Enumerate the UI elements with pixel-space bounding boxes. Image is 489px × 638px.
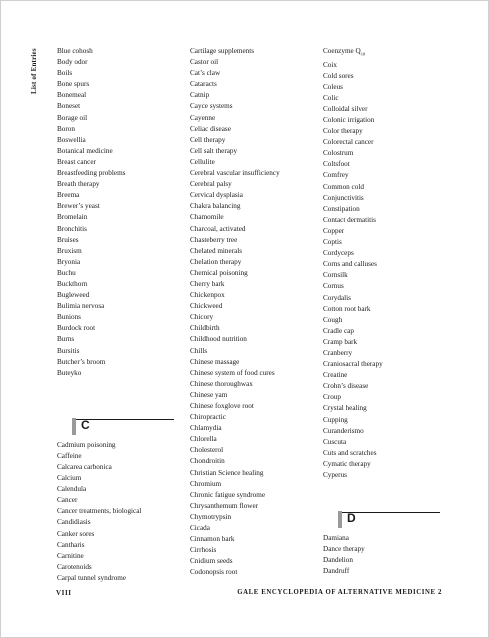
entry-item: Creatine <box>323 371 348 380</box>
entry-item: Cornus <box>323 282 344 291</box>
entry-item: Bronchitis <box>57 224 87 233</box>
entry-item: Chiropractic <box>190 413 226 422</box>
side-label: List of Entries <box>30 48 38 94</box>
entry-item: Christian Science healing <box>190 468 264 477</box>
entry-item: Cancer <box>57 496 78 505</box>
section-rule <box>76 419 174 420</box>
entry-item: Colostrum <box>323 149 354 158</box>
entry-item: Curanderismo <box>323 426 364 435</box>
column-1 <box>57 46 182 584</box>
entry-item: Chakra balancing <box>190 202 241 211</box>
entry-item: Coleus <box>323 82 343 91</box>
entry-item: Calcarea carbonica <box>57 463 112 471</box>
entry-item: Cartilage supplements <box>190 47 255 55</box>
entry-item: Color therapy <box>323 127 363 136</box>
entry-item: Cicada <box>190 524 210 533</box>
entry-item: Buckthorn <box>57 279 88 288</box>
entry-item: Charcoal, activated <box>190 224 246 233</box>
entry-item: Constipation <box>323 204 360 213</box>
entry-item: Blue cohosh <box>57 47 93 55</box>
entry-item: Cancer treatments, biological <box>57 507 142 516</box>
column-3 <box>323 46 448 577</box>
entry-item: Cnidium seeds <box>190 557 233 566</box>
entry-item: Borage oil <box>57 113 88 122</box>
entry-item: Cramp bark <box>323 337 358 346</box>
entry-item: Cholesterol <box>190 446 224 455</box>
entry-item: Carotenoids <box>57 562 92 571</box>
entry-item: Chrysanthemum flower <box>190 501 259 510</box>
entry-item: Bryonia <box>57 257 81 266</box>
book-title: GALE ENCYCLOPEDIA OF ALTERNATIVE MEDICINE 2 <box>237 589 442 596</box>
entry-item: Cerebral palsy <box>190 180 232 189</box>
coenzyme-subscript: 10 <box>360 51 366 57</box>
entry-item: Cellulite <box>190 157 215 166</box>
entry-item: Canker sores <box>57 529 95 538</box>
entry-item: Cuts and scratches <box>323 448 377 457</box>
entry-item: Coltsfoot <box>323 160 350 169</box>
entry-item: Calendula <box>57 485 87 494</box>
entry-item: Butcher’s broom <box>57 357 106 366</box>
entry-item: Cell salt therapy <box>190 146 238 155</box>
entry-item: Bruises <box>57 235 79 244</box>
entry-item: Cornsilk <box>323 271 348 280</box>
section-marker-bar <box>72 418 76 435</box>
entry-item: Celiac disease <box>190 124 231 133</box>
entry-item: Carpal tunnel syndrome <box>57 573 127 582</box>
entry-item: Breema <box>57 191 80 200</box>
entry-item: Buchu <box>57 268 76 277</box>
entry-item: Corydalis <box>323 293 351 302</box>
section-letter: D <box>347 511 356 526</box>
entry-item: Botanical medicine <box>57 146 113 155</box>
entry-item: Corns and calluses <box>323 260 377 269</box>
entry-item: Chlorella <box>190 435 217 444</box>
entry-item: Caffeine <box>57 451 82 460</box>
entry-item: Chills <box>190 346 208 355</box>
entry-item: Bursitis <box>57 346 80 355</box>
entry-item: Cayce systems <box>190 102 233 111</box>
entry-item: Calcium <box>57 474 82 483</box>
entry-item: Childbirth <box>190 324 220 333</box>
entry-item: Common cold <box>323 182 364 191</box>
entry-item: Chelation therapy <box>190 257 242 266</box>
entry-item: Cell therapy <box>190 135 226 144</box>
entry-item: Craniosacral therapy <box>323 360 383 369</box>
entry-item: Dance therapy <box>323 545 365 554</box>
entry-item: Cadmium poisoning <box>57 440 116 449</box>
entry-item: Carnitine <box>57 551 84 560</box>
entry-item: Bugleweed <box>57 291 90 300</box>
entry-item: Conjunctivitis <box>323 193 364 202</box>
entry-item: Cymatic therapy <box>323 459 371 468</box>
entry-item: Cuscuta <box>323 437 347 446</box>
entry-item: Buteyko <box>57 368 82 377</box>
entry-item: Cupping <box>323 415 348 424</box>
entry-item: Coenzyme $Q_{10}$ <box>323 47 366 57</box>
entry-item: Colloidal silver <box>323 104 368 113</box>
entry-item: Cat’s claw <box>190 69 221 78</box>
entry-item: Burns <box>57 335 75 344</box>
entry-item: Codonopsis root <box>190 568 238 577</box>
page-number: VIII <box>56 589 72 597</box>
entry-item: Damiana <box>323 534 349 543</box>
section-heading <box>57 418 182 438</box>
entry-item: Chinese thoroughwax <box>190 379 253 388</box>
entry-item: Body odor <box>57 58 88 67</box>
entry-item: Bruxism <box>57 246 82 255</box>
entry-item: Coptis <box>323 238 342 247</box>
section-letter: C <box>81 417 90 432</box>
entry-item: Cordyceps <box>323 249 354 258</box>
entry-item: Chinese foxglove root <box>190 402 254 410</box>
entry-item: Cyperus <box>323 471 347 479</box>
entry-item: Brewer’s yeast <box>57 202 100 211</box>
entry-item: Breastfeeding problems <box>57 169 126 178</box>
entry-item: Boswellia <box>57 135 86 144</box>
entry-item: Cataracts <box>190 80 217 89</box>
entry-item: Cough <box>323 315 343 324</box>
entry-item: Bonemeal <box>57 91 87 100</box>
entry-item: Cayenne <box>190 113 216 122</box>
entry-item: Candidiasis <box>57 518 91 527</box>
section-rule <box>342 512 440 513</box>
entry-item: Cradle cap <box>323 326 354 335</box>
entry-item: Cotton root bark <box>323 304 371 313</box>
entry-item: Chlamydia <box>190 424 222 433</box>
entry-item: Chickenpox <box>190 291 225 300</box>
entry-item: Breath therapy <box>57 180 100 189</box>
entry-item: Cherry bark <box>190 279 225 288</box>
entry-item: Bunions <box>57 313 81 322</box>
section-marker-bar <box>338 511 342 528</box>
entry-item: Cerebral vascular insufficiency <box>190 169 280 178</box>
entry-item: Chinese yam <box>190 390 228 399</box>
entry-item: Croup <box>323 393 341 402</box>
entry-item: Boron <box>57 124 75 133</box>
entry-item: Dandelion <box>323 556 353 565</box>
entry-item: Chamomile <box>190 213 224 222</box>
entry-item: Chinese massage <box>190 357 240 366</box>
entry-item: Cirrhosis <box>190 546 217 555</box>
entry-item: Cervical dysplasia <box>190 191 243 200</box>
entry-item: Cold sores <box>323 71 354 80</box>
column-2 <box>190 46 315 579</box>
entry-item: Childhood nutrition <box>190 335 247 344</box>
entry-item: Bulimia nervosa <box>57 302 105 311</box>
entry-item: Copper <box>323 226 345 235</box>
section-heading <box>323 511 448 531</box>
entry-item: Crohn’s disease <box>323 382 369 391</box>
entry-item: Breast cancer <box>57 157 96 166</box>
entry-item: Boneset <box>57 102 81 111</box>
entry-item: Bone spurs <box>57 80 90 89</box>
entry-item: Chicory <box>190 313 214 322</box>
entry-item: Burdock root <box>57 324 96 333</box>
entry-item: Boils <box>57 69 73 78</box>
entry-item: Contact dermatitis <box>323 215 376 224</box>
entry-item: Cinnamon bark <box>190 535 235 544</box>
entry-item: Chromium <box>190 479 222 488</box>
entry-item: Chondroitin <box>190 457 225 466</box>
entry-item: Colic <box>323 93 339 102</box>
entry-item: Comfrey <box>323 171 349 180</box>
entry-item: Castor oil <box>190 58 219 67</box>
entry-item: Colonic irrigation <box>323 116 375 124</box>
entry-item: Chronic fatigue syndrome <box>190 490 266 499</box>
entry-item: Chinese system of food cures <box>190 368 275 377</box>
entry-item: Crystal healing <box>323 404 367 413</box>
entry-item: Chelated minerals <box>190 246 243 255</box>
entry-item: Chickweed <box>190 302 223 311</box>
entry-item: Catnip <box>190 91 210 100</box>
entry-item: Bromelain <box>57 213 88 222</box>
entry-item: Cantharis <box>57 540 85 549</box>
entry-item: Chymotrypsin <box>190 512 232 521</box>
entry-item: Cranberry <box>323 348 353 357</box>
entry-item: Colorectal cancer <box>323 138 374 147</box>
entry-item: Chemical poisoning <box>190 268 248 277</box>
entry-item: Chasteberry tree <box>190 235 238 244</box>
entry-item: Dandruff <box>323 567 350 576</box>
entry-item: Coix <box>323 60 337 69</box>
